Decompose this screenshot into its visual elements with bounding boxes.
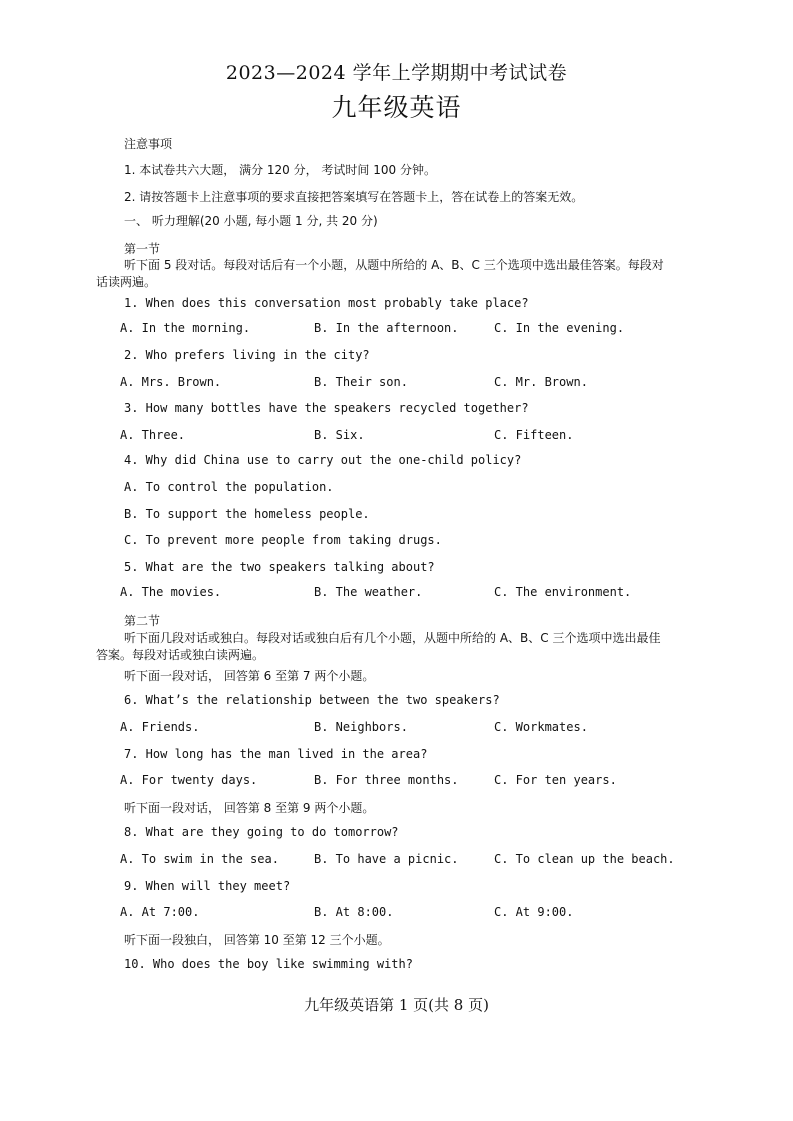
option-c: C. Mr. Brown. — [494, 375, 588, 389]
monologue-instruction: 听下面一段独白， 回答第 10 至第 12 三个小题。 — [124, 933, 390, 947]
option-a: A. The movies. — [120, 585, 222, 599]
option-a: A. Three. — [120, 428, 186, 442]
option-a: A. To swim in the sea. — [120, 852, 279, 866]
option-c: C. Fifteen. — [494, 428, 574, 442]
question-stem: 1. When does this conversation most probably take place? — [124, 296, 529, 310]
option-b: B. At 8:00. — [314, 905, 394, 919]
option-c: C. To prevent more people from taking drugs. — [124, 533, 442, 547]
option-a: A. At 7:00. — [120, 905, 200, 919]
page-footer: 九年级英语第 1 页(共 8 页) — [304, 996, 489, 1014]
question-stem: 9. When will they meet? — [124, 879, 291, 893]
question-stem: 4. Why did China use to carry out the one-child policy? — [124, 453, 522, 467]
notes-heading: 注意事项 — [124, 137, 173, 151]
option-b: B. To have a picnic. — [314, 852, 459, 866]
part1-title: 一、 听力理解(20 小题, 每小题 1 分, 共 20 分) — [124, 214, 378, 228]
option-c: C. In the evening. — [494, 321, 625, 335]
option-a: A. Friends. — [120, 720, 200, 734]
option-b: B. Neighbors. — [314, 720, 408, 734]
section2-instructions: 听下面几段对话或独白。每段对话或独白后有几个小题，从题中所给的 A、B、C 三个选项中选出最佳答案。每段对话或独白读两遍。 — [96, 631, 661, 662]
option-c: C. At 9:00. — [494, 905, 574, 919]
option-c: C. Workmates. — [494, 720, 588, 734]
option-c: C. For ten years. — [494, 773, 617, 787]
note-2: 2. 请按答题卡上注意事项的要求直接把答案填写在答题卡上，答在试卷上的答案无效。 — [124, 190, 584, 204]
question-stem: 8. What are they going to do tomorrow? — [124, 825, 399, 839]
option-c: C. To clean up the beach. — [494, 852, 675, 866]
exam-title: 2023—2024 学年上学期期中考试试卷 — [225, 62, 568, 84]
question-stem: 2. Who prefers living in the city? — [124, 348, 370, 362]
option-b: B. In the afternoon. — [314, 321, 459, 335]
option-b: B. Six. — [314, 428, 365, 442]
dialogue-instruction: 听下面一段对话， 回答第 8 至第 9 两个小题。 — [124, 801, 375, 815]
option-a: A. For twenty days. — [120, 773, 258, 787]
question-stem: 3. How many bottles have the speakers recycled together? — [124, 401, 529, 415]
option-a: A. Mrs. Brown. — [120, 375, 222, 389]
option-b: B. To support the homeless people. — [124, 507, 370, 521]
question-stem: 7. How long has the man lived in the area? — [124, 747, 428, 761]
option-a: A. In the morning. — [120, 321, 251, 335]
option-b: B. Their son. — [314, 375, 408, 389]
section2-heading: 第二节 — [124, 614, 161, 628]
question-stem: 10. Who does the boy like swimming with? — [124, 957, 413, 971]
note-1: 1. 本试卷共六大题， 满分 120 分， 考试时间 100 分钟。 — [124, 163, 436, 177]
section1-heading: 第一节 — [124, 242, 161, 256]
subject-title: 九年级英语 — [331, 93, 462, 122]
option-b: B. The weather. — [314, 585, 423, 599]
section1-instructions: 听下面 5 段对话。每段对话后有一个小题，从题中所给的 A、B、C 三个选项中选出最佳答案。每段对话读两遍。 — [96, 258, 664, 289]
question-stem: 6. What’s the relationship between the two speakers? — [124, 693, 500, 707]
question-stem: 5. What are the two speakers talking about? — [124, 560, 435, 574]
option-a: A. To control the population. — [124, 480, 334, 494]
dialogue-instruction: 听下面一段对话， 回答第 6 至第 7 两个小题。 — [124, 669, 375, 683]
option-c: C. The environment. — [494, 585, 632, 599]
option-b: B. For three months. — [314, 773, 459, 787]
